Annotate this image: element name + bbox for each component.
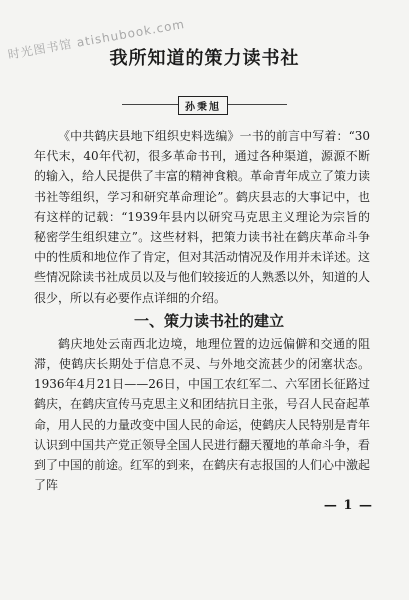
intro-paragraph: 《中共鹤庆县地下组织史料选编》一书的前言中写着：“30年代末，40年代初，很多革命书刊，通过各种渠道，源源不断的输入，给人民提供了丰富的精神食粮。革命青年成立了策力读书社等组织，学习和研究革命理论”。鹤庆县志的大事记中，也有这样的记载：“1939年县内以研究马克思主义理论为宗旨的秘密学生组织建立”。这些材料，把策力读书社在鹤庆革命斗争中的性质和地位作了肯定，但对其活动情况及作用并未详述。这些情况除读书社成员以及与他们较接近的人熟悉以外，知道的人很少，所以有必要作点详细的介绍。 <box>34 129 371 305</box>
watermark: 时光图书馆 atishubook.com <box>6 16 186 62</box>
section-heading: 一、策力读书社的建立 <box>134 311 285 330</box>
section-paragraph: 鹤庆地处云南西北边境，地理位置的边远偏僻和交通的阻滞，使鹤庆长期处于信息不灵、与外地交流甚少的闭塞状态。1936年4月21日——26日，中国工农红军二、六军团长征路过鹤庆，在鹤庆宣传马克思主义和团结抗日主张，号召人民奋起革命，用人民的力量改变中国人民的命运，使鹤庆人民特别是青年认识到中国共产党正领导全国人民进行翻天覆地的革命斗争，看到了中国的前途。红军的到来，在鹤庆有志报国的人们心中激起了阵 <box>34 336 371 493</box>
article-title: 我所知道的策力读书社 <box>109 48 300 69</box>
article-body <box>34 126 370 495</box>
page-number: — 1 — <box>323 498 373 513</box>
author-name: 孙秉旭 <box>178 96 228 115</box>
